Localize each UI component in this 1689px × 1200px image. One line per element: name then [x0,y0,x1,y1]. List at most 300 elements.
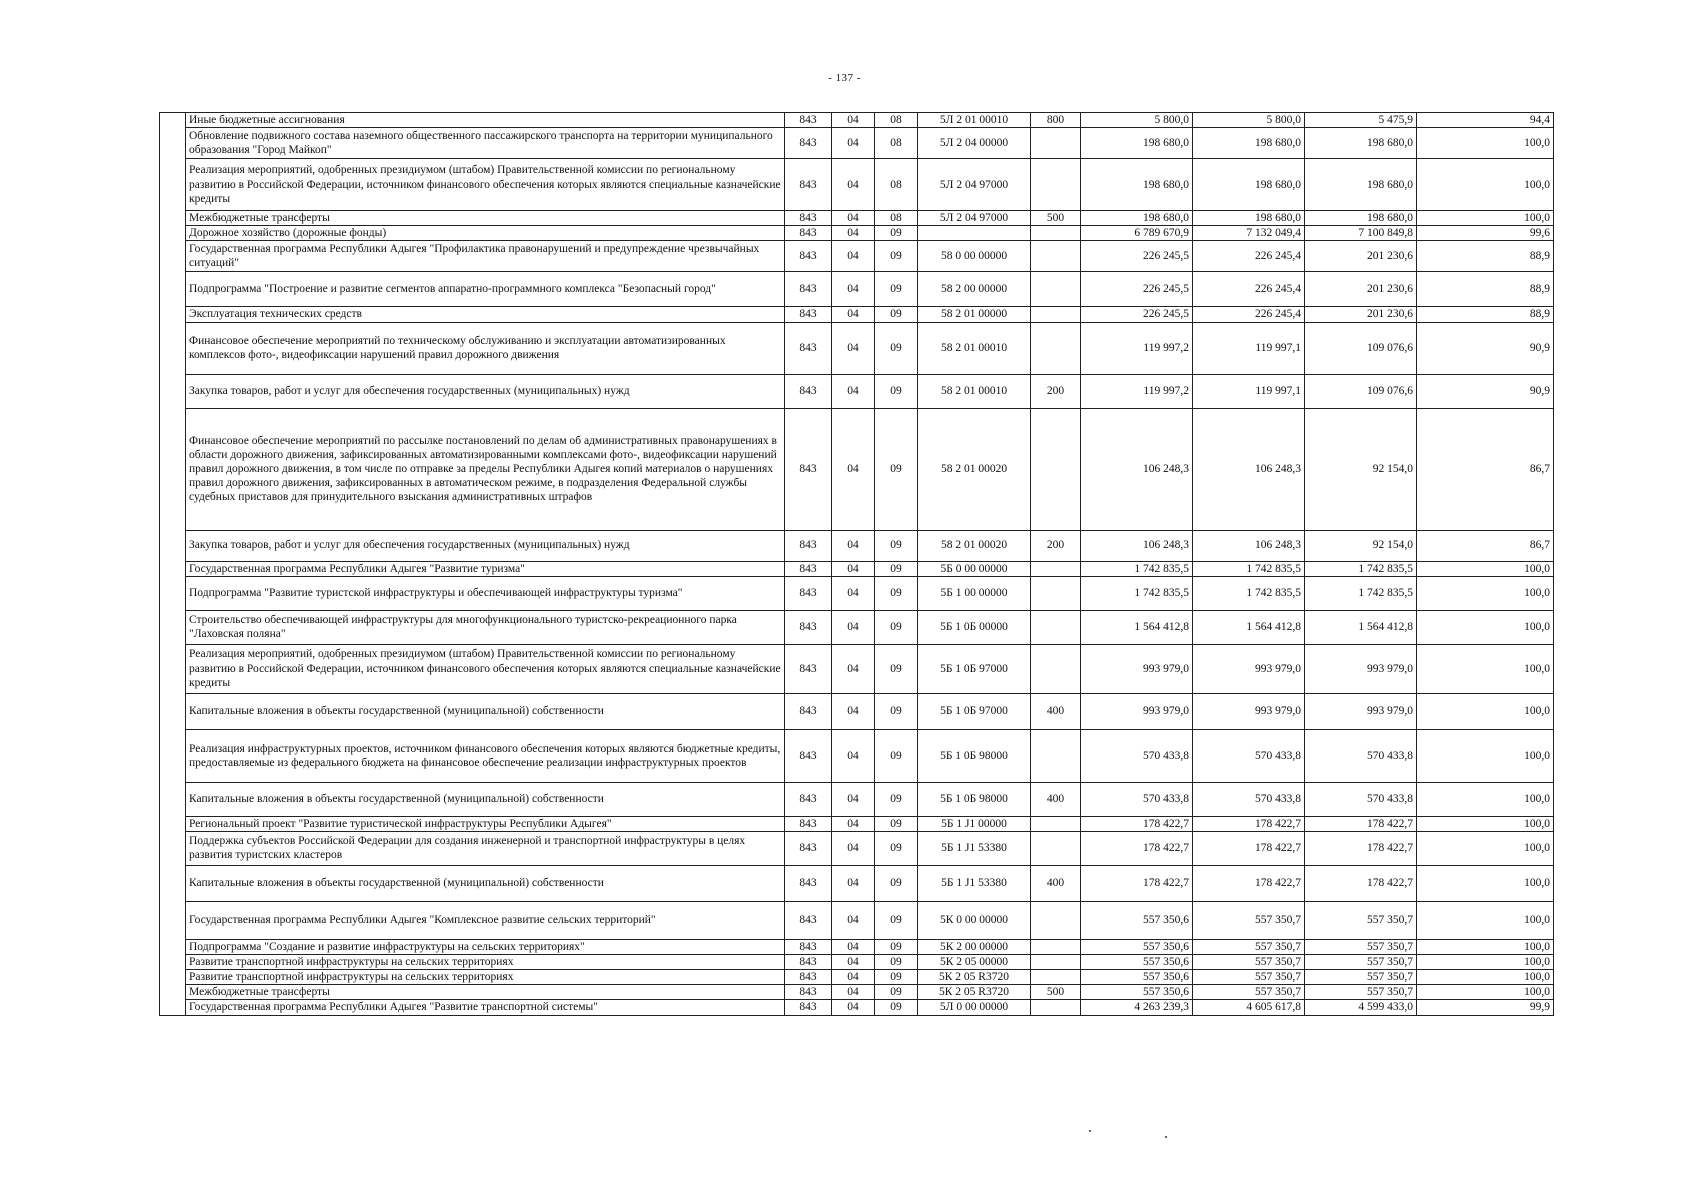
cell-section: 04 [832,970,875,985]
budget-table [159,112,1554,1016]
cell-name: Межбюджетные трансферты [186,985,785,1000]
cell-approved: 106 248,3 [1081,530,1193,561]
table-row [160,939,1554,954]
cell-expense-type [1031,159,1081,211]
cell-approved: 4 263 239,3 [1081,1000,1193,1015]
cell-expense-type: 200 [1031,374,1081,408]
cell-section: 04 [832,374,875,408]
cell-section: 04 [832,241,875,272]
cell-expense-type: 500 [1031,985,1081,1000]
cell-approved: 119 997,2 [1081,374,1193,408]
cell-target-article: 5Л 2 04 97000 [918,159,1031,211]
cell-section: 04 [832,307,875,322]
cell-margin [160,113,186,128]
cell-expense-type [1031,816,1081,831]
cell-executed: 92 154,0 [1305,530,1417,561]
cell-ved: 843 [785,159,832,211]
cell-target-article: 5Л 2 01 00010 [918,113,1031,128]
cell-expense-type [1031,272,1081,307]
cell-section: 04 [832,408,875,530]
cell-approved: 993 979,0 [1081,693,1193,729]
cell-refined: 119 997,1 [1193,374,1305,408]
cell-approved: 198 680,0 [1081,159,1193,211]
table-row [160,985,1554,1000]
cell-approved: 993 979,0 [1081,644,1193,693]
table-row [160,408,1554,530]
cell-ved: 843 [785,272,832,307]
cell-percent: 90,9 [1417,374,1554,408]
cell-name: Поддержка субъектов Российской Федерации для создания инженерной и транспортной инфраструктуры в целях развития туристских кластеров [186,831,785,865]
cell-section: 04 [832,159,875,211]
cell-margin [160,954,186,969]
cell-name: Реализация инфраструктурных проектов, источником финансового обеспечения которых являются бюджетные кредиты, предоставляемые из федерального бюджета на финансовое обеспечение реализации инфраструктурных проектов [186,729,785,782]
cell-refined: 993 979,0 [1193,693,1305,729]
cell-subsection: 09 [875,970,918,985]
cell-ved: 843 [785,729,832,782]
cell-expense-type: 400 [1031,782,1081,816]
cell-expense-type [1031,901,1081,939]
cell-refined: 557 350,7 [1193,985,1305,1000]
cell-margin [160,782,186,816]
cell-expense-type [1031,307,1081,322]
cell-approved: 198 680,0 [1081,211,1193,226]
cell-ved: 843 [785,831,832,865]
cell-percent: 100,0 [1417,576,1554,610]
cell-executed: 7 100 849,8 [1305,226,1417,241]
cell-name: Финансовое обеспечение мероприятий по рассылке постановлений по делам об административных правонарушениях в области дорожного движения, зафиксированных автоматизированными комплексами фото-, видеофиксации нарушений правил дорожного движения, в том числе по отправке за пределы Республики Адыгея копий материалов о нарушениях правил дорожного движения, зафиксированных в автоматическом режиме, в подразделения Федеральной службы судебных приставов для принудительного взыскания административных штрафов [186,408,785,530]
cell-subsection: 09 [875,241,918,272]
cell-target-article: 5К 2 05 R3720 [918,985,1031,1000]
cell-executed: 557 350,7 [1305,954,1417,969]
cell-expense-type: 400 [1031,693,1081,729]
cell-subsection: 09 [875,901,918,939]
cell-target-article: 5Б 1 J1 53380 [918,865,1031,901]
cell-approved: 570 433,8 [1081,729,1193,782]
cell-executed: 109 076,6 [1305,322,1417,374]
cell-refined: 226 245,4 [1193,272,1305,307]
cell-subsection: 09 [875,576,918,610]
cell-target-article [918,226,1031,241]
table-row [160,530,1554,561]
cell-target-article: 5Б 1 J1 00000 [918,816,1031,831]
cell-section: 04 [832,865,875,901]
cell-target-article: 5Б 0 00 00000 [918,561,1031,576]
cell-executed: 993 979,0 [1305,693,1417,729]
table-row [160,307,1554,322]
cell-executed: 570 433,8 [1305,729,1417,782]
cell-expense-type: 200 [1031,530,1081,561]
cell-ved: 843 [785,970,832,985]
cell-refined: 4 605 617,8 [1193,1000,1305,1015]
cell-subsection: 09 [875,816,918,831]
cell-subsection: 09 [875,693,918,729]
cell-margin [160,831,186,865]
cell-ved: 843 [785,307,832,322]
cell-expense-type: 400 [1031,865,1081,901]
cell-refined: 557 350,7 [1193,939,1305,954]
cell-ved: 843 [785,985,832,1000]
cell-approved: 226 245,5 [1081,241,1193,272]
table-row [160,272,1554,307]
cell-subsection: 08 [875,211,918,226]
table-row [160,576,1554,610]
cell-target-article: 58 2 01 00010 [918,322,1031,374]
table-row [160,241,1554,272]
cell-expense-type [1031,729,1081,782]
cell-executed: 1 742 835,5 [1305,561,1417,576]
cell-subsection: 09 [875,561,918,576]
table-row [160,322,1554,374]
table-row [160,644,1554,693]
cell-section: 04 [832,576,875,610]
cell-refined: 226 245,4 [1193,241,1305,272]
cell-approved: 557 350,6 [1081,954,1193,969]
cell-target-article: 5Б 1 00 00000 [918,576,1031,610]
cell-approved: 106 248,3 [1081,408,1193,530]
cell-expense-type [1031,970,1081,985]
cell-target-article: 5Л 2 04 97000 [918,211,1031,226]
cell-margin [160,816,186,831]
cell-ved: 843 [785,644,832,693]
cell-subsection: 09 [875,272,918,307]
cell-percent: 100,0 [1417,901,1554,939]
cell-ved: 843 [785,561,832,576]
cell-target-article: 5К 2 05 R3720 [918,970,1031,985]
cell-approved: 557 350,6 [1081,901,1193,939]
cell-section: 04 [832,939,875,954]
budget-table-body [160,113,1554,1016]
cell-margin [160,408,186,530]
cell-refined: 1 564 412,8 [1193,610,1305,644]
cell-executed: 201 230,6 [1305,241,1417,272]
cell-name: Реализация мероприятий, одобренных президиумом (штабом) Правительственной комиссии по региональному развитию в Российской Федерации, источником финансового обеспечения которых являются специальные казначейские кредиты [186,159,785,211]
cell-refined: 119 997,1 [1193,322,1305,374]
cell-ved: 843 [785,322,832,374]
cell-margin [160,865,186,901]
cell-target-article: 58 2 00 00000 [918,272,1031,307]
cell-name: Капитальные вложения в объекты государственной (муниципальной) собственности [186,782,785,816]
cell-subsection: 09 [875,307,918,322]
cell-approved: 226 245,5 [1081,307,1193,322]
cell-subsection: 09 [875,831,918,865]
cell-subsection: 09 [875,408,918,530]
table-row [160,782,1554,816]
cell-refined: 1 742 835,5 [1193,576,1305,610]
cell-percent: 86,7 [1417,530,1554,561]
cell-section: 04 [832,782,875,816]
cell-refined: 557 350,7 [1193,954,1305,969]
cell-section: 04 [832,610,875,644]
cell-name: Закупка товаров, работ и услуг для обеспечения государственных (муниципальных) нужд [186,530,785,561]
cell-subsection: 09 [875,374,918,408]
cell-percent: 100,0 [1417,939,1554,954]
cell-executed: 198 680,0 [1305,211,1417,226]
budget-table-container [159,112,1553,1016]
cell-section: 04 [832,693,875,729]
cell-refined: 570 433,8 [1193,729,1305,782]
cell-name: Межбюджетные трансферты [186,211,785,226]
cell-expense-type [1031,939,1081,954]
cell-name: Обновление подвижного состава наземного общественного пассажирского транспорта на территории муниципального образования "Город Майкоп" [186,128,785,159]
cell-section: 04 [832,954,875,969]
cell-executed: 557 350,7 [1305,970,1417,985]
cell-percent: 88,9 [1417,241,1554,272]
cell-subsection: 09 [875,644,918,693]
cell-margin [160,729,186,782]
cell-target-article: 5Б 1 0Б 98000 [918,729,1031,782]
cell-ved: 843 [785,226,832,241]
cell-target-article: 5Л 0 00 00000 [918,1000,1031,1015]
cell-approved: 6 789 670,9 [1081,226,1193,241]
cell-subsection: 08 [875,113,918,128]
cell-expense-type [1031,561,1081,576]
cell-subsection: 09 [875,530,918,561]
cell-approved: 557 350,6 [1081,985,1193,1000]
cell-target-article: 58 2 01 00020 [918,530,1031,561]
cell-target-article: 5Б 1 0Б 97000 [918,693,1031,729]
cell-margin [160,901,186,939]
cell-ved: 843 [785,576,832,610]
cell-section: 04 [832,816,875,831]
cell-subsection: 09 [875,954,918,969]
cell-expense-type [1031,576,1081,610]
cell-refined: 178 422,7 [1193,816,1305,831]
cell-section: 04 [832,901,875,939]
cell-target-article: 5Б 1 J1 53380 [918,831,1031,865]
cell-percent: 88,9 [1417,307,1554,322]
cell-executed: 198 680,0 [1305,128,1417,159]
cell-percent: 100,0 [1417,644,1554,693]
cell-percent: 100,0 [1417,159,1554,211]
table-row [160,831,1554,865]
cell-target-article: 5К 2 00 00000 [918,939,1031,954]
cell-percent: 100,0 [1417,816,1554,831]
cell-refined: 7 132 049,4 [1193,226,1305,241]
cell-approved: 178 422,7 [1081,816,1193,831]
cell-refined: 106 248,3 [1193,408,1305,530]
cell-executed: 178 422,7 [1305,816,1417,831]
cell-name: Иные бюджетные ассигнования [186,113,785,128]
cell-subsection: 09 [875,782,918,816]
cell-expense-type [1031,226,1081,241]
cell-refined: 1 742 835,5 [1193,561,1305,576]
cell-executed: 109 076,6 [1305,374,1417,408]
cell-margin [160,610,186,644]
cell-refined: 178 422,7 [1193,865,1305,901]
cell-subsection: 09 [875,939,918,954]
cell-section: 04 [832,729,875,782]
cell-executed: 557 350,7 [1305,939,1417,954]
cell-target-article: 58 2 01 00010 [918,374,1031,408]
cell-ved: 843 [785,954,832,969]
cell-target-article: 5К 2 05 00000 [918,954,1031,969]
cell-executed: 557 350,7 [1305,901,1417,939]
cell-section: 04 [832,322,875,374]
table-row [160,128,1554,159]
cell-section: 04 [832,226,875,241]
cell-target-article: 5Б 1 0Б 97000 [918,644,1031,693]
cell-approved: 198 680,0 [1081,128,1193,159]
cell-ved: 843 [785,211,832,226]
cell-section: 04 [832,211,875,226]
cell-percent: 100,0 [1417,954,1554,969]
cell-refined: 178 422,7 [1193,831,1305,865]
cell-name: Капитальные вложения в объекты государственной (муниципальной) собственности [186,693,785,729]
cell-percent: 100,0 [1417,970,1554,985]
cell-target-article: 58 2 01 00020 [918,408,1031,530]
cell-target-article: 58 2 01 00000 [918,307,1031,322]
cell-expense-type [1031,644,1081,693]
cell-section: 04 [832,128,875,159]
cell-subsection: 09 [875,322,918,374]
cell-name: Государственная программа Республики Адыгея "Развитие транспортной системы" [186,1000,785,1015]
cell-subsection: 09 [875,985,918,1000]
cell-refined: 557 350,7 [1193,901,1305,939]
cell-margin [160,576,186,610]
cell-percent: 100,0 [1417,211,1554,226]
cell-executed: 1 564 412,8 [1305,610,1417,644]
table-row [160,693,1554,729]
cell-percent: 100,0 [1417,729,1554,782]
cell-name: Подпрограмма "Построение и развитие сегментов аппаратно-программного комплекса "Безопасный город" [186,272,785,307]
cell-executed: 557 350,7 [1305,985,1417,1000]
cell-name: Капитальные вложения в объекты государственной (муниципальной) собственности [186,865,785,901]
cell-name: Подпрограмма "Развитие туристской инфраструктуры и обеспечивающей инфраструктуры туризма" [186,576,785,610]
cell-approved: 1 564 412,8 [1081,610,1193,644]
cell-name: Развитие транспортной инфраструктуры на сельских территориях [186,970,785,985]
table-row [160,901,1554,939]
cell-margin [160,1000,186,1015]
cell-refined: 993 979,0 [1193,644,1305,693]
cell-subsection: 09 [875,1000,918,1015]
table-row [160,374,1554,408]
table-row [160,816,1554,831]
cell-percent: 100,0 [1417,610,1554,644]
table-row [160,159,1554,211]
cell-approved: 178 422,7 [1081,831,1193,865]
cell-name: Реализация мероприятий, одобренных президиумом (штабом) Правительственной комиссии по региональному развитию в Российской Федерации, источником финансового обеспечения которых являются специальные казначейские кредиты [186,644,785,693]
cell-expense-type [1031,610,1081,644]
table-row [160,729,1554,782]
cell-ved: 843 [785,241,832,272]
cell-target-article: 5Л 2 04 00000 [918,128,1031,159]
cell-executed: 178 422,7 [1305,831,1417,865]
cell-executed: 201 230,6 [1305,307,1417,322]
cell-executed: 198 680,0 [1305,159,1417,211]
cell-margin [160,272,186,307]
cell-expense-type [1031,128,1081,159]
table-row [160,113,1554,128]
table-row [160,610,1554,644]
table-row [160,865,1554,901]
cell-margin [160,322,186,374]
cell-refined: 198 680,0 [1193,159,1305,211]
cell-subsection: 08 [875,128,918,159]
cell-name: Закупка товаров, работ и услуг для обеспечения государственных (муниципальных) нужд [186,374,785,408]
cell-percent: 99,6 [1417,226,1554,241]
cell-margin [160,985,186,1000]
cell-ved: 843 [785,408,832,530]
cell-ved: 843 [785,1000,832,1015]
cell-margin [160,211,186,226]
cell-name: Государственная программа Республики Адыгея "Комплексное развитие сельских территорий" [186,901,785,939]
cell-expense-type [1031,831,1081,865]
cell-refined: 570 433,8 [1193,782,1305,816]
cell-subsection: 09 [875,226,918,241]
cell-section: 04 [832,831,875,865]
cell-approved: 570 433,8 [1081,782,1193,816]
cell-name: Государственная программа Республики Адыгея "Развитие туризма" [186,561,785,576]
cell-name: Строительство обеспечивающей инфраструктуры для многофункционального туристско-рекреационного парка "Лаховская поляна" [186,610,785,644]
cell-approved: 178 422,7 [1081,865,1193,901]
cell-subsection: 09 [875,610,918,644]
cell-margin [160,561,186,576]
cell-executed: 570 433,8 [1305,782,1417,816]
cell-percent: 100,0 [1417,782,1554,816]
cell-ved: 843 [785,693,832,729]
table-row [160,226,1554,241]
scan-speck [1165,1136,1167,1138]
cell-expense-type: 500 [1031,211,1081,226]
cell-margin [160,128,186,159]
cell-subsection: 09 [875,729,918,782]
table-row [160,211,1554,226]
cell-section: 04 [832,272,875,307]
cell-executed: 178 422,7 [1305,865,1417,901]
cell-target-article: 58 0 00 00000 [918,241,1031,272]
cell-name: Подпрограмма "Создание и развитие инфраструктуры на сельских территориях" [186,939,785,954]
cell-refined: 198 680,0 [1193,211,1305,226]
cell-refined: 5 800,0 [1193,113,1305,128]
cell-section: 04 [832,985,875,1000]
cell-margin [160,693,186,729]
cell-expense-type [1031,408,1081,530]
cell-margin [160,241,186,272]
cell-section: 04 [832,113,875,128]
cell-target-article: 5Б 1 0Б 00000 [918,610,1031,644]
cell-percent: 100,0 [1417,561,1554,576]
cell-refined: 198 680,0 [1193,128,1305,159]
cell-refined: 226 245,4 [1193,307,1305,322]
cell-approved: 1 742 835,5 [1081,561,1193,576]
cell-ved: 843 [785,128,832,159]
cell-ved: 843 [785,374,832,408]
cell-percent: 100,0 [1417,693,1554,729]
cell-margin [160,159,186,211]
cell-subsection: 09 [875,865,918,901]
cell-section: 04 [832,530,875,561]
cell-ved: 843 [785,865,832,901]
cell-name: Региональный проект "Развитие туристической инфраструктуры Республики Адыгея" [186,816,785,831]
cell-refined: 106 248,3 [1193,530,1305,561]
cell-percent: 88,9 [1417,272,1554,307]
cell-name: Дорожное хозяйство (дорожные фонды) [186,226,785,241]
cell-margin [160,307,186,322]
table-row [160,954,1554,969]
cell-ved: 843 [785,939,832,954]
cell-ved: 843 [785,782,832,816]
cell-percent: 94,4 [1417,113,1554,128]
cell-percent: 100,0 [1417,865,1554,901]
cell-ved: 843 [785,901,832,939]
cell-percent: 100,0 [1417,831,1554,865]
cell-ved: 843 [785,113,832,128]
cell-approved: 557 350,6 [1081,970,1193,985]
scan-speck [1089,1130,1091,1132]
cell-margin [160,970,186,985]
cell-expense-type [1031,241,1081,272]
cell-margin [160,374,186,408]
